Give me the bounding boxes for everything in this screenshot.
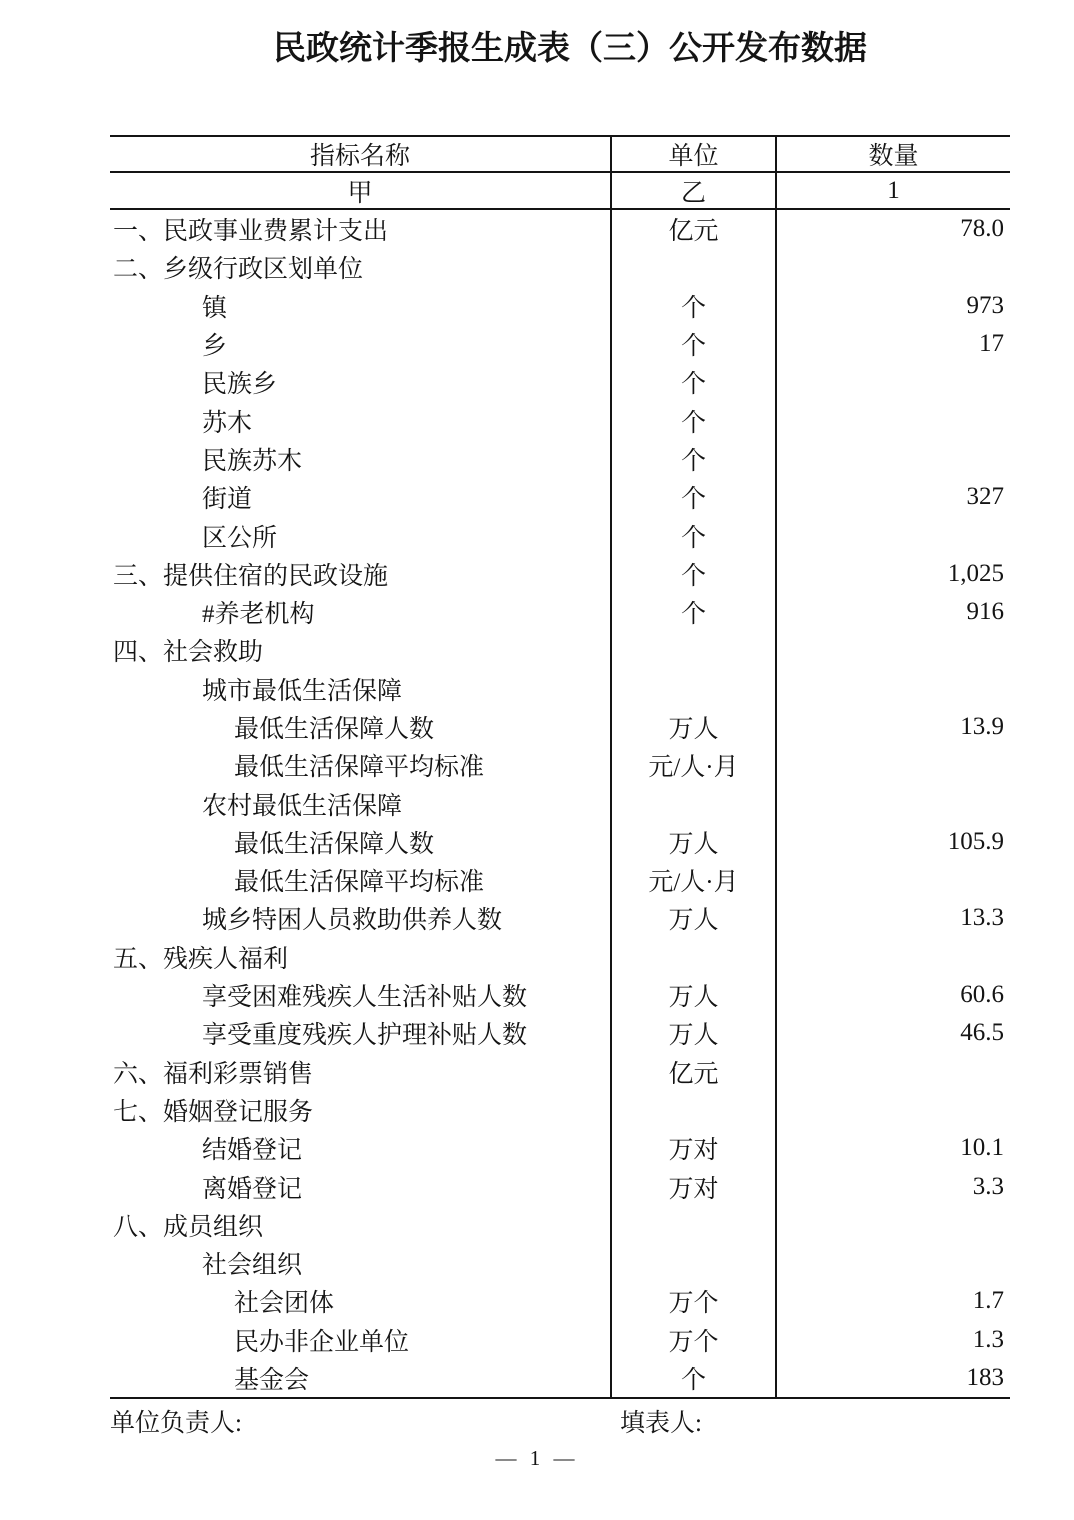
unit-head-label: 单位负责人:	[110, 1410, 242, 1437]
unit-cell: 个	[612, 516, 777, 554]
table-row	[110, 1244, 1010, 1282]
value-cell	[777, 1053, 1010, 1091]
value-cell	[777, 516, 1010, 554]
table-body	[110, 210, 1010, 1397]
table-row	[110, 248, 1010, 286]
value-cell	[777, 670, 1010, 708]
table-row	[110, 555, 1010, 593]
page-title: 民政统计季报生成表（三）公开发布数据	[273, 31, 867, 67]
unit-cell: 万人	[612, 899, 777, 937]
indicator-name-cell: 民族苏木	[110, 440, 612, 478]
indicator-name-cell: 农村最低生活保障	[110, 784, 612, 822]
indicator-name-cell: 乡	[110, 325, 612, 363]
unit-cell	[612, 1091, 777, 1129]
indicator-name-cell: 二、乡级行政区划单位	[110, 248, 612, 286]
table-row	[110, 631, 1010, 669]
unit-cell: 万对	[612, 1129, 777, 1167]
table-row	[110, 1359, 1010, 1397]
table-row	[110, 287, 1010, 325]
indicator-name-cell: 镇	[110, 287, 612, 325]
unit-cell	[612, 784, 777, 822]
table-row	[110, 1091, 1010, 1129]
value-cell	[777, 248, 1010, 286]
table-row	[110, 938, 1010, 976]
value-cell: 1.7	[972, 1287, 1004, 1315]
unit-cell: 个	[612, 363, 777, 401]
indicator-name-cell: 五、残疾人福利	[110, 938, 612, 976]
indicator-name-cell: 民办非企业单位	[110, 1321, 612, 1359]
indicator-name-cell: 街道	[110, 478, 612, 516]
unit-cell: 个	[612, 401, 777, 439]
indicator-name-cell: 基金会	[110, 1359, 612, 1397]
value-cell: 105.9	[947, 827, 1004, 855]
table-subheader-row	[110, 173, 1010, 210]
preparer-label: 填表人:	[620, 1410, 702, 1437]
value-cell: 973	[966, 291, 1004, 319]
value-cell	[777, 631, 1010, 669]
value-cell: 3.3	[972, 1172, 1004, 1200]
indicator-name-cell: 最低生活保障平均标准	[110, 746, 612, 784]
indicator-name-cell: 四、社会救助	[110, 631, 612, 669]
unit-cell: 万个	[612, 1282, 777, 1320]
value-cell	[777, 746, 1010, 784]
indicator-name-cell: 区公所	[110, 516, 612, 554]
value-cell	[777, 1206, 1010, 1244]
unit-cell: 个	[612, 555, 777, 593]
unit-cell: 元/人·月	[612, 861, 777, 899]
table-row	[110, 670, 1010, 708]
unit-cell: 个	[612, 287, 777, 325]
table-row	[110, 784, 1010, 822]
indicator-name-cell: 民族乡	[110, 363, 612, 401]
indicator-name-cell: 最低生活保障平均标准	[110, 861, 612, 899]
table-row	[110, 1053, 1010, 1091]
indicator-name-cell: 三、提供住宿的民政设施	[110, 555, 612, 593]
value-cell: 183	[966, 1364, 1004, 1392]
unit-cell	[612, 1244, 777, 1282]
table-row	[110, 1321, 1010, 1359]
value-cell	[777, 1091, 1010, 1129]
column-header-quantity: 数量	[868, 143, 919, 170]
table-row	[110, 823, 1010, 861]
indicator-name-cell: 六、福利彩票销售	[110, 1053, 612, 1091]
table-row	[110, 1014, 1010, 1052]
indicator-name-cell: 最低生活保障人数	[110, 708, 612, 746]
unit-cell: 元/人·月	[612, 746, 777, 784]
indicator-name-cell: 城市最低生活保障	[110, 670, 612, 708]
indicator-name-cell: 社会组织	[110, 1244, 612, 1282]
subheader-quantity: 1	[887, 176, 900, 204]
value-cell: 17	[979, 330, 1004, 358]
value-cell	[777, 861, 1010, 899]
table-header-row	[110, 137, 1010, 173]
value-cell	[777, 401, 1010, 439]
value-cell: 1,025	[947, 559, 1004, 587]
indicator-name-cell: 八、成员组织	[110, 1206, 612, 1244]
unit-cell: 个	[612, 478, 777, 516]
unit-cell: 个	[612, 593, 777, 631]
table-row	[110, 363, 1010, 401]
value-cell: 13.3	[960, 904, 1004, 932]
table-row	[110, 210, 1010, 248]
unit-cell	[612, 938, 777, 976]
indicator-name-cell: 七、婚姻登记服务	[110, 1091, 612, 1129]
value-cell: 327	[966, 483, 1004, 511]
statistics-table	[110, 135, 1010, 1399]
unit-cell: 亿元	[612, 1053, 777, 1091]
column-header-unit: 单位	[612, 137, 777, 171]
table-row	[110, 478, 1010, 516]
table-row	[110, 1282, 1010, 1320]
unit-cell: 万人	[612, 1014, 777, 1052]
unit-cell: 万人	[612, 823, 777, 861]
table-row	[110, 1129, 1010, 1167]
value-cell	[777, 363, 1010, 401]
value-cell: 1.3	[972, 1325, 1004, 1353]
indicator-name-cell: 享受重度残疾人护理补贴人数	[110, 1014, 612, 1052]
value-cell	[777, 440, 1010, 478]
value-cell: 60.6	[960, 981, 1004, 1009]
table-row	[110, 593, 1010, 631]
table-row	[110, 1167, 1010, 1205]
column-header-indicator: 指标名称	[110, 137, 612, 171]
indicator-name-cell: 社会团体	[110, 1282, 612, 1320]
indicator-name-cell: 享受困难残疾人生活补贴人数	[110, 976, 612, 1014]
table-row	[110, 708, 1010, 746]
subheader-indicator: 甲	[110, 173, 612, 208]
unit-cell	[612, 248, 777, 286]
table-row	[110, 976, 1010, 1014]
unit-cell: 个	[612, 1359, 777, 1397]
unit-cell: 万对	[612, 1167, 777, 1205]
table-row	[110, 516, 1010, 554]
value-cell: 13.9	[960, 713, 1004, 740]
unit-cell	[612, 670, 777, 708]
table-row	[110, 440, 1010, 478]
subheader-unit: 乙	[612, 173, 777, 208]
value-cell	[777, 784, 1010, 822]
unit-cell: 万人	[612, 708, 777, 746]
indicator-name-cell: 城乡特困人员救助供养人数	[110, 899, 612, 937]
signature-row	[110, 1399, 1010, 1439]
value-cell: 46.5	[960, 1019, 1004, 1047]
value-cell	[777, 938, 1010, 976]
unit-cell	[612, 1206, 777, 1244]
indicator-name-cell: #养老机构	[110, 593, 612, 631]
value-cell	[777, 1244, 1010, 1282]
value-cell: 78.0	[960, 215, 1004, 243]
page-number: — 1 —	[495, 1446, 579, 1470]
value-cell: 10.1	[960, 1134, 1004, 1162]
unit-cell: 万个	[612, 1321, 777, 1359]
table-row	[110, 899, 1010, 937]
table-row	[110, 401, 1010, 439]
table-row	[110, 861, 1010, 899]
indicator-name-cell: 结婚登记	[110, 1129, 612, 1167]
table-row	[110, 325, 1010, 363]
table-row	[110, 1206, 1010, 1244]
table-row	[110, 746, 1010, 784]
unit-cell: 个	[612, 325, 777, 363]
unit-cell: 亿元	[612, 210, 777, 248]
unit-cell	[612, 631, 777, 669]
unit-cell: 个	[612, 440, 777, 478]
indicator-name-cell: 一、民政事业费累计支出	[110, 210, 612, 248]
indicator-name-cell: 最低生活保障人数	[110, 823, 612, 861]
indicator-name-cell: 离婚登记	[110, 1167, 612, 1205]
unit-cell: 万人	[612, 976, 777, 1014]
indicator-name-cell: 苏木	[110, 401, 612, 439]
value-cell: 916	[966, 598, 1004, 626]
